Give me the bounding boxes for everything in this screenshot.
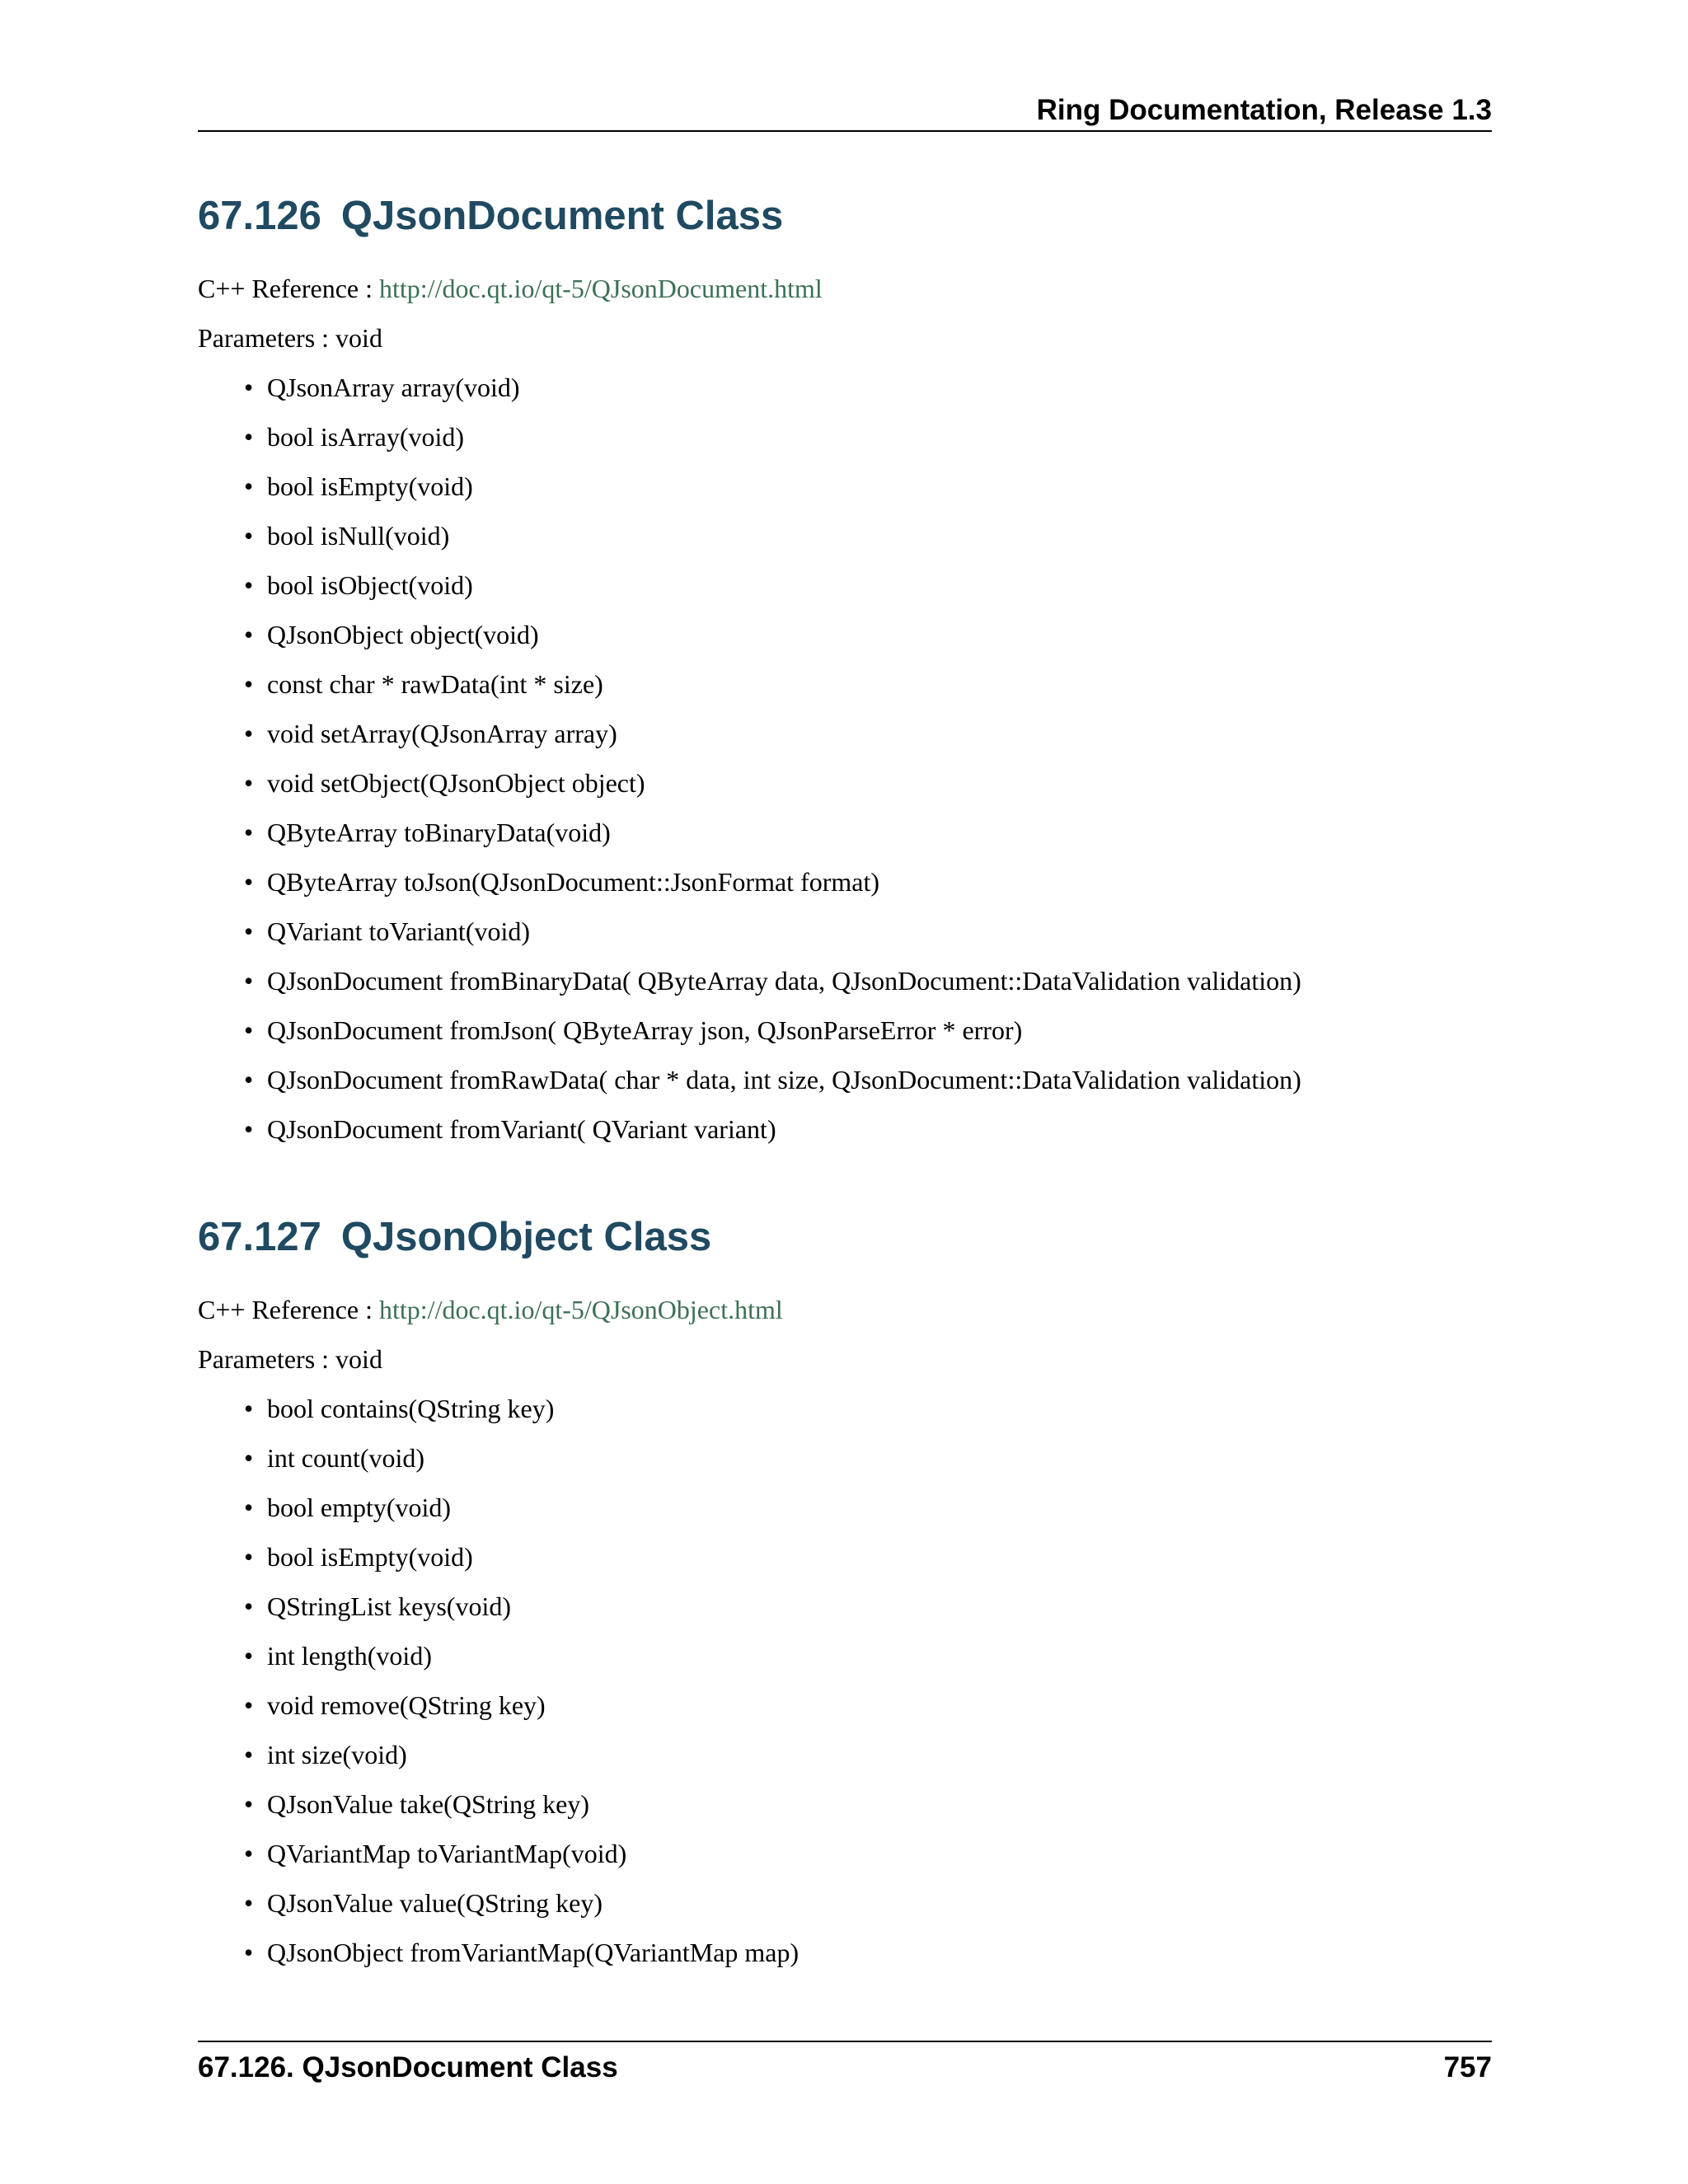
method-signature: QByteArray toBinaryData(void): [267, 818, 611, 847]
bullet-icon: •: [244, 1493, 254, 1522]
method-signature: QByteArray toJson(QJsonDocument::JsonFormat format): [267, 867, 880, 897]
bullet-icon: •: [244, 471, 254, 501]
method-signature: QVariantMap toVariantMap(void): [267, 1839, 627, 1868]
bullet-icon: •: [244, 1591, 254, 1621]
section-title: QJsonDocument Class: [340, 194, 784, 238]
cpp-reference-label: C++ Reference :: [198, 274, 373, 303]
method-signature: QJsonArray array(void): [267, 373, 520, 402]
method-signature: QJsonDocument fromJson( QByteArray json, QJsonParseError * error): [267, 1015, 1023, 1045]
running-header: Ring Documentation, Release 1.3: [1036, 94, 1492, 126]
method-list-item: [198, 1540, 1492, 1590]
method-signature: const char * rawData(int * size): [267, 669, 603, 699]
method-list-item: [198, 1837, 1492, 1886]
bullet-icon: •: [244, 669, 254, 699]
method-signature: QJsonDocument fromBinaryData( QByteArray data, QJsonDocument::DataValidation validation): [267, 966, 1301, 996]
cpp-reference-link[interactable]: http://doc.qt.io/qt-5/QJsonObject.html: [379, 1295, 783, 1324]
section-title: QJsonObject Class: [340, 1215, 712, 1259]
method-signature: void setArray(QJsonArray array): [267, 719, 617, 748]
bullet-icon: •: [244, 570, 254, 600]
bullet-icon: •: [244, 1641, 254, 1671]
cpp-reference-line: [198, 272, 1492, 305]
method-list-item: [198, 766, 1492, 816]
method-list-item: [198, 964, 1492, 1014]
method-list-item: [198, 1014, 1492, 1063]
method-signature: QJsonObject fromVariantMap(QVariantMap map): [267, 1938, 799, 1967]
bullet-icon: •: [244, 1740, 254, 1769]
bullet-icon: •: [244, 818, 254, 847]
header-rule: [198, 130, 1492, 132]
method-signature: QVariant toVariant(void): [267, 916, 531, 946]
bullet-icon: •: [244, 1394, 254, 1423]
cpp-reference-line: [198, 1293, 1492, 1326]
method-signature: QJsonValue value(QString key): [267, 1888, 603, 1918]
bullet-icon: •: [244, 768, 254, 798]
method-list-item: [198, 915, 1492, 964]
method-signature: void remove(QString key): [267, 1690, 546, 1720]
method-list-item: [198, 420, 1492, 470]
bullet-icon: •: [244, 966, 254, 996]
method-list-item: [198, 816, 1492, 865]
bullet-icon: •: [244, 1542, 254, 1572]
method-list-item: [198, 519, 1492, 569]
bullet-icon: •: [244, 1839, 254, 1868]
bullet-icon: •: [244, 373, 254, 402]
cpp-reference-label: C++ Reference :: [198, 1295, 373, 1324]
bullet-icon: •: [244, 422, 254, 452]
method-signature: QJsonValue take(QString key): [267, 1789, 590, 1819]
method-signature: int size(void): [267, 1740, 407, 1769]
method-signature: QJsonObject object(void): [267, 620, 539, 649]
method-list-item: [198, 717, 1492, 766]
bullet-icon: •: [244, 719, 254, 748]
method-signature: bool empty(void): [267, 1493, 452, 1522]
bullet-icon: •: [244, 1888, 254, 1918]
method-list-item: [198, 1886, 1492, 1936]
document-page: [198, 0, 1492, 2184]
method-signature: int count(void): [267, 1443, 425, 1473]
bullet-icon: •: [244, 916, 254, 946]
method-list-item: [198, 1063, 1492, 1113]
bullet-icon: •: [244, 1443, 254, 1473]
section-qjsondocument: [198, 191, 1492, 1162]
bullet-icon: •: [244, 620, 254, 649]
method-list: [198, 371, 1492, 1162]
method-list-item: [198, 1113, 1492, 1162]
method-list: [198, 1392, 1492, 1985]
method-list-item: [198, 1491, 1492, 1540]
bullet-icon: •: [244, 1015, 254, 1045]
method-list-item: [198, 569, 1492, 618]
method-signature: QJsonDocument fromVariant( QVariant variant): [267, 1114, 776, 1144]
bullet-icon: •: [244, 1065, 254, 1094]
method-signature: QJsonDocument fromRawData( char * data, int size, QJsonDocument::DataValidation validation): [267, 1065, 1301, 1094]
method-list-item: [198, 1441, 1492, 1491]
section-qjsonobject: [198, 1212, 1492, 1985]
method-list-item: [198, 1738, 1492, 1788]
method-signature: QStringList keys(void): [267, 1591, 511, 1621]
section-number: 67.127: [198, 1215, 321, 1259]
method-signature: bool isNull(void): [267, 521, 450, 551]
bullet-icon: •: [244, 1789, 254, 1819]
method-signature: bool isEmpty(void): [267, 1542, 473, 1572]
method-list-item: [198, 1590, 1492, 1639]
method-signature: bool isEmpty(void): [267, 471, 473, 501]
parameters-line: Parameters : void: [198, 1344, 382, 1374]
method-list-item: [198, 1639, 1492, 1689]
bullet-icon: •: [244, 521, 254, 551]
cpp-reference-link[interactable]: http://doc.qt.io/qt-5/QJsonDocument.html: [379, 274, 823, 303]
method-signature: int length(void): [267, 1641, 432, 1671]
method-list-item: [198, 371, 1492, 420]
bullet-icon: •: [244, 1938, 254, 1967]
footer-rule: [198, 2041, 1492, 2042]
method-list-item: [198, 1788, 1492, 1837]
method-list-item: [198, 865, 1492, 915]
bullet-icon: •: [244, 1114, 254, 1144]
method-list-item: [198, 1936, 1492, 1985]
method-list-item: [198, 668, 1492, 717]
method-list-item: [198, 1689, 1492, 1738]
method-list-item: [198, 618, 1492, 668]
bullet-icon: •: [244, 1690, 254, 1720]
parameters-line: Parameters : void: [198, 323, 382, 353]
method-signature: bool isObject(void): [267, 570, 473, 600]
method-signature: bool contains(QString key): [267, 1394, 555, 1423]
method-signature: bool isArray(void): [267, 422, 465, 452]
section-heading: [198, 1212, 1492, 1262]
page-number: 757: [1443, 2051, 1492, 2083]
footer-section-label: 67.126. QJsonDocument Class: [198, 2051, 618, 2083]
method-signature: void setObject(QJsonObject object): [267, 768, 645, 798]
bullet-icon: •: [244, 867, 254, 897]
method-list-item: [198, 470, 1492, 519]
method-list-item: [198, 1392, 1492, 1441]
section-heading: [198, 191, 1492, 241]
section-number: 67.126: [198, 194, 321, 238]
